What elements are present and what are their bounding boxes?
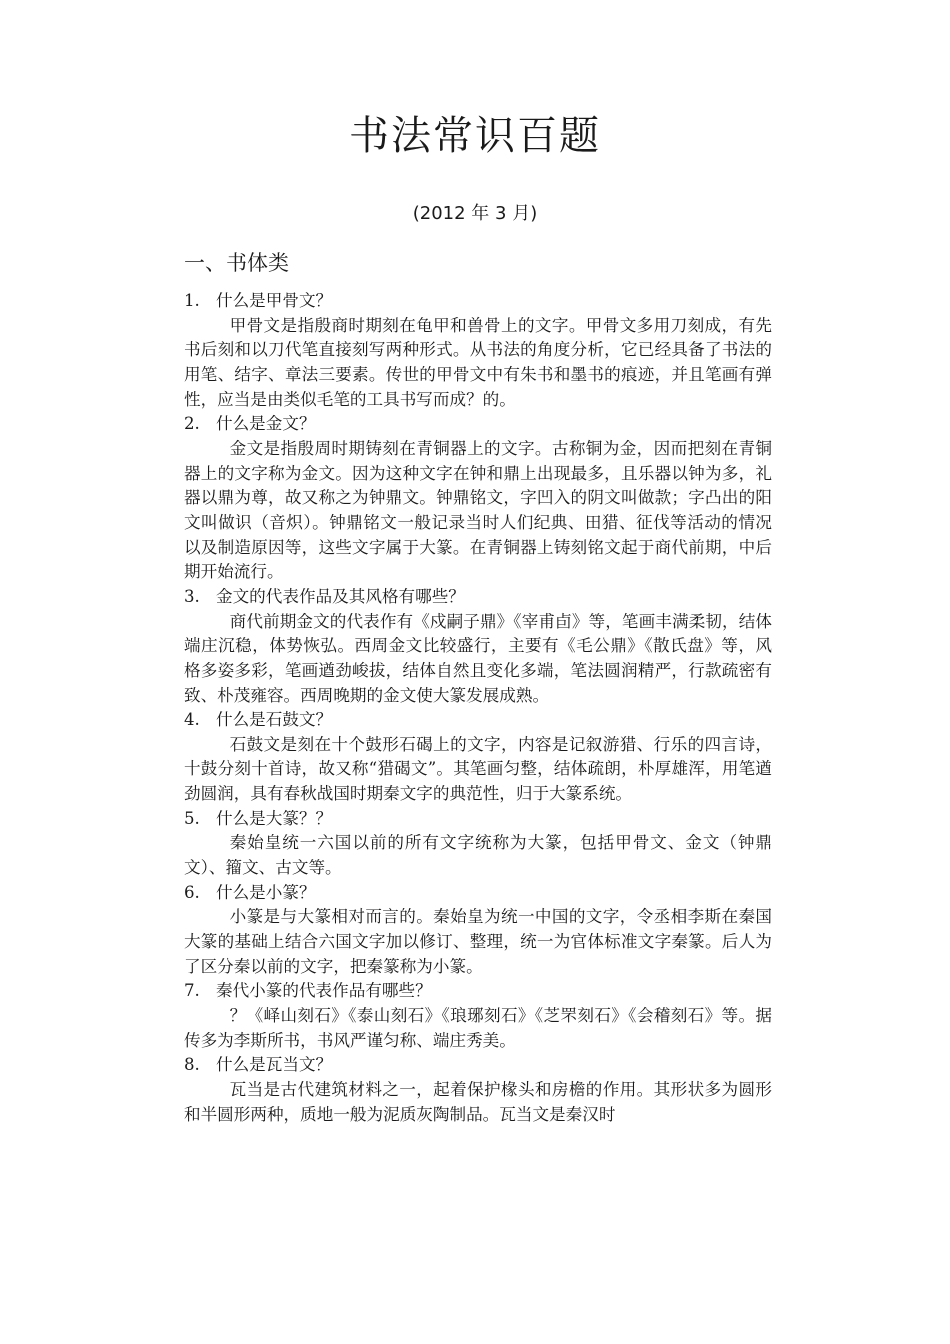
question-number: 1. <box>184 291 200 310</box>
question-text: 什么是金文？ <box>216 414 316 434</box>
question-text: 什么是小篆？ <box>216 882 316 902</box>
qa-item <box>184 881 772 980</box>
qa-item <box>184 585 772 708</box>
qa-item <box>184 708 772 807</box>
qa-item <box>184 289 772 412</box>
question <box>184 979 772 1004</box>
qa-item <box>184 1053 772 1127</box>
question-number: 5. <box>184 808 200 828</box>
question-text: 什么是甲骨文？ <box>216 291 333 310</box>
question <box>184 881 772 906</box>
question-number: 7. <box>184 981 200 1001</box>
document-body <box>184 289 772 1127</box>
question <box>184 585 772 610</box>
question <box>184 708 772 733</box>
question-number: 2. <box>184 414 200 434</box>
question-number: 8. <box>184 1055 200 1075</box>
answer-paragraph: 石鼓文是刻在十个鼓形石碣上的文字，内容是记叙游猎、行乐的四言诗，十鼓分刻十首诗，故又称“猎碣文”。其笔画匀整，结体疏朗，朴厚雄浑，用笔遒劲圆润，具有春秋战国时期秦文字的典范性，归于大篆系统。 <box>184 734 772 804</box>
document-date: (2012 年 3 月) <box>412 203 538 224</box>
question <box>184 807 772 832</box>
section-heading: 一、书体类 <box>184 251 289 275</box>
question-text: 秦代小篆的代表作品有哪些？ <box>216 981 432 1001</box>
qa-item <box>184 807 772 881</box>
answer-paragraph: 秦始皇统一六国以前的所有文字统称为大篆，包括甲骨文、金文（钟鼎文）、籀文、古文等。 <box>184 833 772 878</box>
answer-paragraph: 小篆是与大篆相对而言的。秦始皇为统一中国的文字，令丞相李斯在秦国大篆的基础上结合六国文字加以修订、整理，统一为官体标准文字秦篆。后人为了区分秦以前的文字，把秦篆称为小篆。 <box>184 907 772 976</box>
question <box>184 1053 772 1078</box>
question <box>184 412 772 437</box>
question-text: 金文的代表作品及其风格有哪些？ <box>216 586 465 606</box>
question-number: 6. <box>184 882 200 902</box>
question-text: 什么是大篆？？ <box>216 808 333 828</box>
qa-item <box>184 979 772 1053</box>
answer-paragraph: 瓦当是古代建筑材料之一，起着保护椽头和房檐的作用。其形状多为圆形和半圆形两种，质地一般为泥质灰陶制品。瓦当文是秦汉时 <box>184 1080 772 1124</box>
question-text: 什么是石鼓文？ <box>216 710 333 730</box>
question-number: 4. <box>184 710 200 730</box>
answer-paragraph: ？《峄山刻石》《泰山刻石》《琅琊刻石》《芝罘刻石》《会稽刻石》等。据传多为李斯所书，书风严谨匀称、端庄秀美。 <box>184 1006 772 1050</box>
answer-paragraph: 甲骨文是指殷商时期刻在龟甲和兽骨上的文字。甲骨文多用刀刻成，有先书后刻和以刀代笔直接刻写两种形式。从书法的角度分析，它已经具备了书法的用笔、结字、章法三要素。传世的甲骨文中有朱书和墨书的痕迹，并且笔画有弹性，应当是由类似毛笔的工具书写而成？的。 <box>184 315 772 409</box>
question-text: 什么是瓦当文？ <box>216 1055 333 1075</box>
document-title: 书法常识百题 <box>349 113 601 159</box>
answer-paragraph: 商代前期金文的代表作有《戍嗣子鼎》《宰甫卣》等，笔画丰满柔韧，结体端庄沉稳，体势恢弘。西周金文比较盛行，主要有《毛公鼎》《散氏盘》等，风格多姿多彩，笔画遒劲峻拔，结体自然且变化多端，笔法圆润精严，行款疏密有致、朴茂雍容。西周晚期的金文使大篆发展成熟。 <box>184 611 772 705</box>
qa-item <box>184 412 772 585</box>
question-number: 3. <box>184 586 200 606</box>
question <box>184 289 772 314</box>
answer-paragraph: 金文是指殷周时期铸刻在青铜器上的文字。古称铜为金，因而把刻在青铜器上的文字称为金文。因为这种文字在钟和鼎上出现最多，且乐器以钟为多，礼器以鼎为尊，故又称之为钟鼎文。钟鼎铭文，字凹入的阴文叫做款；字凸出的阳文叫做识（音炽）。钟鼎铭文一般记录当时人们纪典、田猎、征伐等活动的情况以及制造原因等，这些文字属于大篆。在青铜器上铸刻铭文起于商代前期，中后期开始流行。 <box>184 438 772 582</box>
